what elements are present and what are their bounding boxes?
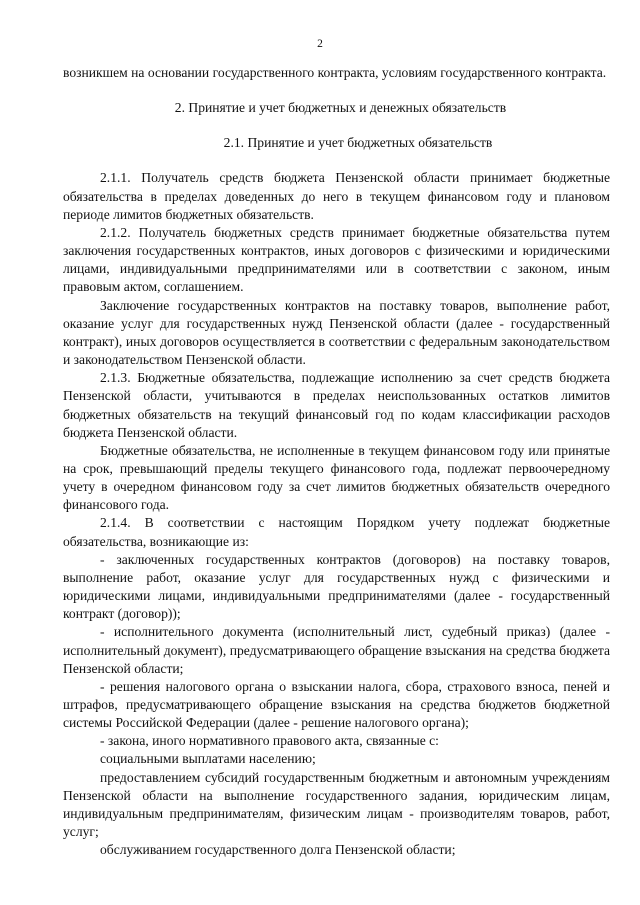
paragraph-2-1-2: 2.1.2. Получатель бюджетных средств принимает бюджетные обязательства путем заключения государственных контрактов, иных договоров с физическими и юридическими лицами, индивидуальными предпринимателями или в соответствии с законом, иным правовым актом, соглашением. (63, 224, 610, 295)
paragraph-contracts-conclusion: Заключение государственных контрактов на поставку товаров, выполнение работ, оказание услуг для государственных нужд Пензенской области (далее - государственный контракт), иных договоров осуществляется в соответствии с федеральным законодательством и законодательством Пензенской области. (63, 297, 610, 368)
sub-item-debt-service: обслуживанием государственного долга Пензенской области; (100, 842, 456, 858)
list-item-contracts: - заключенных государственных контрактов (договоров) на поставку товаров, выполнение работ, оказание услуг для государственных нужд с физическими и юридическими лицами, индивидуальными предпринимателями (далее - государственный контракт (договор)); (63, 551, 610, 622)
document-body (63, 64, 610, 859)
list-item-tax-decision: - решения налогового органа о взыскании налога, сбора, страхового взноса, пеней и штрафов, предусматривающего обращение взыскания на средства бюджетов бюджетной системы Российской Федерации (далее - решение налогового органа); (63, 678, 610, 731)
continuation-paragraph: возникшем на основании государственного контракта, условиям государственного контракта. (63, 65, 607, 80)
list-item-law: - закона, иного нормативного правового акта, связанные с: (100, 733, 439, 749)
paragraph-2-1-1: 2.1.1. Получатель средств бюджета Пензенской области принимает бюджетные обязательства в пределах доведенных до него в текущем финансовом году и плановом периоде лимитов бюджетных обязательств. (63, 170, 610, 222)
paragraph-unfulfilled-obligations: Бюджетные обязательства, не исполненные в текущем финансовом году или принятые на срок, превышающий пределы текущего финансового года, подлежат первоочередному учету в очередном финансовом году за счет лимитов бюджетных обязательств очередного финансового года. (63, 442, 610, 513)
sub-item-social-payments: социальными выплатами населению; (100, 751, 316, 767)
sub-item-subsidies: предоставлением субсидий государственным бюджетным и автономным учреждениям Пензенской области на выполнение государственного задания, юридическим лицам, индивидуальным предпринимателям, физическим лицам - производителям товаров, работ, услуг; (63, 769, 610, 840)
paragraph-2-1-3: 2.1.3. Бюджетные обязательства, подлежащие исполнению за счет средств бюджета Пензенской области, учитываются в пределах неиспользованных остатков лимитов бюджетных обязательств на текущий финансовый год по кодам классификации расходов бюджета Пензенской области. (63, 370, 610, 440)
paragraph-2-1-4: 2.1.4. В соответствии с настоящим Порядком учету подлежат бюджетные обязательства, возникающие из: (63, 515, 610, 549)
page-number: 2 (317, 38, 323, 50)
list-item-executive-document: - исполнительного документа (исполнительный лист, судебный приказ) (далее - исполнительный документ), предусматривающего обращение взыскания на средства бюджета Пензенской области; (63, 624, 610, 676)
subsection-heading: 2.1. Принятие и учет бюджетных обязательств (223, 135, 493, 151)
section-heading: 2. Принятие и учет бюджетных и денежных обязательств (174, 100, 507, 116)
